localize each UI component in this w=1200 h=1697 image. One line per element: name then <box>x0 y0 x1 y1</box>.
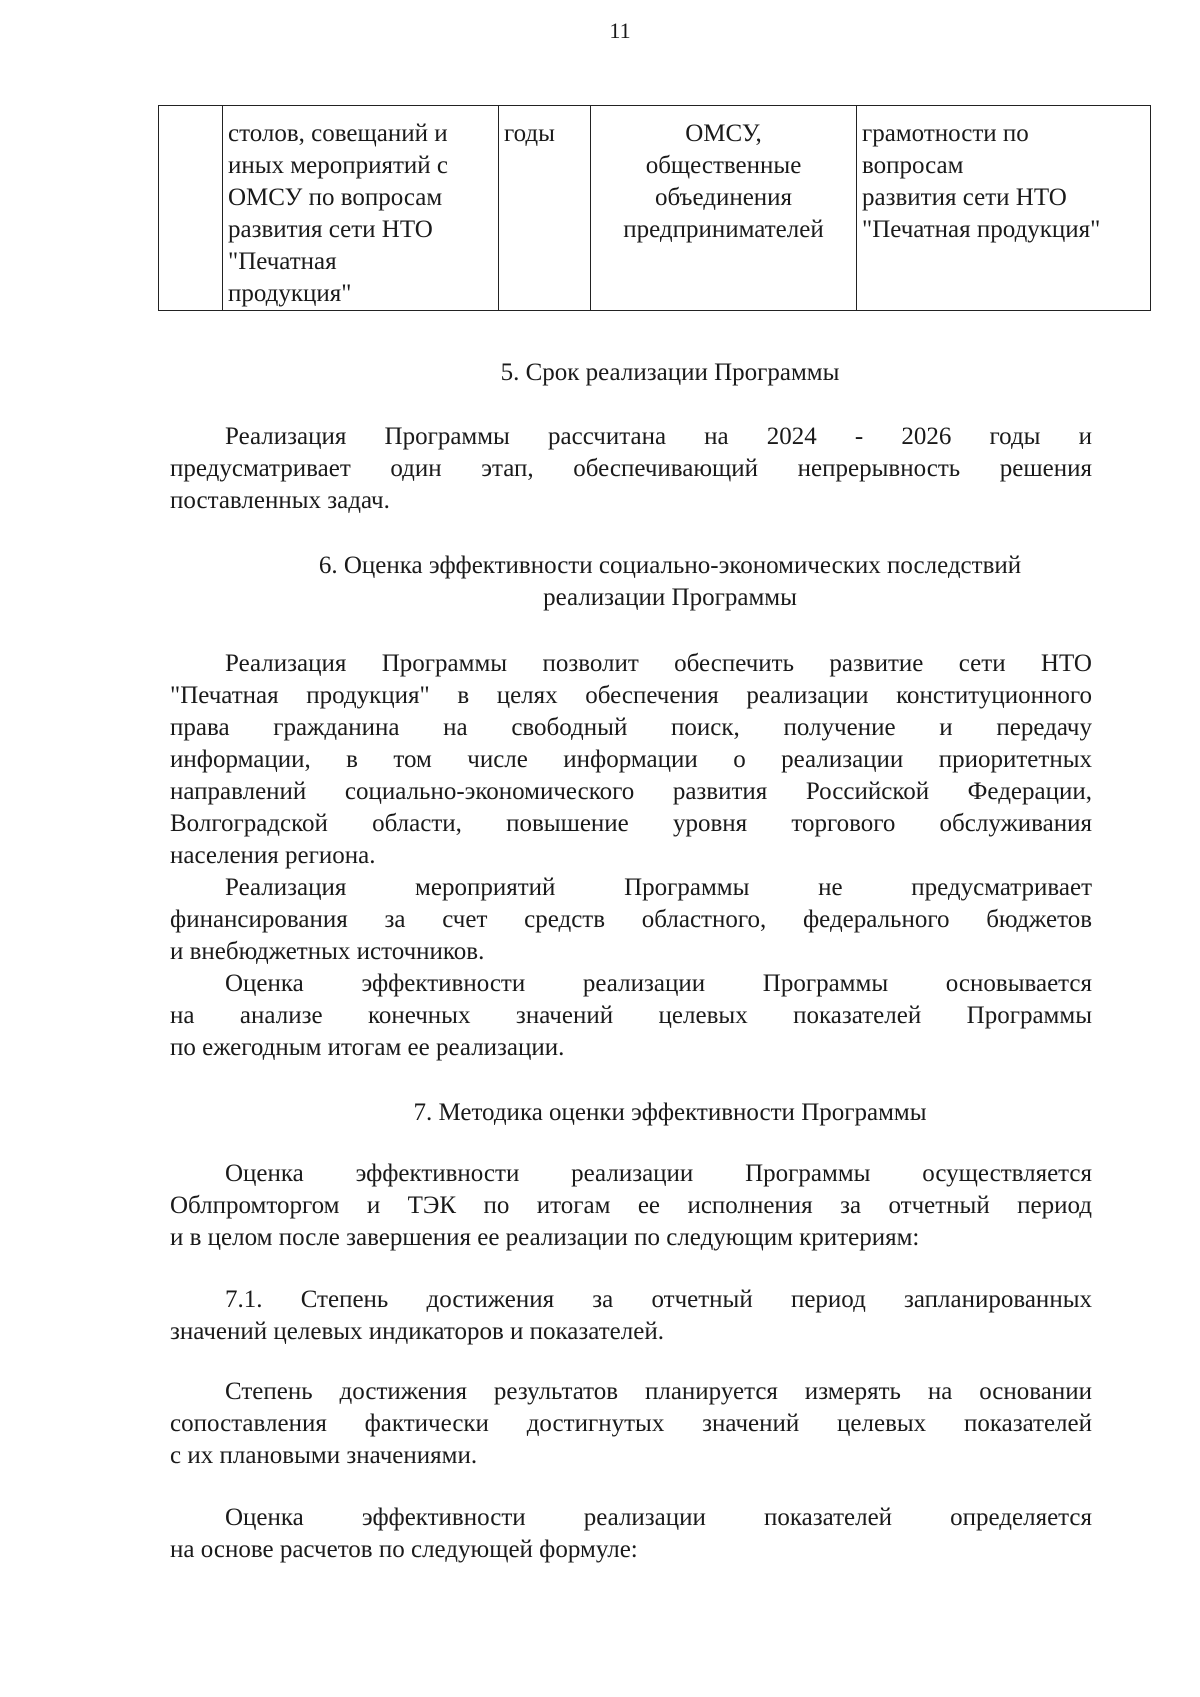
cell-line: годы <box>504 120 555 147</box>
paragraph-line: поставленных задач. <box>170 487 390 514</box>
paragraph-line: с их плановыми значениями. <box>170 1442 478 1469</box>
cell-line: общественные <box>645 152 802 179</box>
table-cell-number <box>159 106 223 311</box>
paragraph-line: Облпромторгом и ТЭК по итогам ее исполнения за отчетный период <box>170 1192 1092 1219</box>
heading-line: реализации Программы <box>543 584 797 611</box>
cell-line: грамотности по <box>862 120 1029 147</box>
paragraph-line: "Печатная продукция" в целях обеспечения реализации конституционного <box>170 682 1092 709</box>
paragraph-line: на основе расчетов по следующей формуле: <box>170 1536 638 1563</box>
section-7-heading: 7. Методика оценки эффективности Программы <box>413 1099 927 1126</box>
paragraph-line: права гражданина на свободный поиск, получение и передачу <box>170 714 1092 741</box>
cell-line: развития сети НТО <box>862 184 1067 211</box>
table-cell-activity <box>223 106 499 311</box>
paragraph-line: информации, в том числе информации о реализации приоритетных <box>170 746 1092 773</box>
paragraph-line: Оценка эффективности реализации показателей определяется <box>225 1504 1092 1531</box>
page-number: 11 <box>609 18 631 43</box>
cell-line: "Печатная продукция" <box>862 216 1101 243</box>
section-5-heading: 5. Срок реализации Программы <box>500 359 840 386</box>
paragraph-line: предусматривает один этап, обеспечивающий непрерывность решения <box>170 455 1092 482</box>
table-cell-period <box>499 106 591 311</box>
cell-line: "Печатная <box>228 248 337 275</box>
paragraph-line: и внебюджетных источников. <box>170 938 485 965</box>
paragraph-line: Реализация Программы рассчитана на 2024 - 2026 годы и <box>225 423 1092 450</box>
section-7-paragraph-1 <box>170 1158 1092 1254</box>
paragraph-line: значений целевых индикаторов и показателей. <box>170 1318 664 1345</box>
section-7-paragraph-4 <box>170 1502 1092 1566</box>
cell-line: объединения <box>654 184 793 211</box>
cell-line: ОМСУ по вопросам <box>228 184 443 211</box>
paragraph-line: Реализация Программы позволит обеспечить развитие сети НТО <box>225 650 1092 677</box>
paragraph-line: Реализация мероприятий Программы не предусматривает <box>225 874 1092 901</box>
cell-line: столов, совещаний и <box>228 120 448 147</box>
cell-line: вопросам <box>862 152 964 179</box>
cell-line: продукция" <box>228 280 352 307</box>
section-7-paragraph-2 <box>170 1284 1092 1348</box>
paragraph-line: и в целом после завершения ее реализации по следующим критериям: <box>170 1224 920 1251</box>
table-cell-executors <box>591 106 857 311</box>
paragraph-line: по ежегодным итогам ее реализации. <box>170 1034 565 1061</box>
cell-line: иных мероприятий с <box>228 152 449 179</box>
table-row <box>159 106 1151 311</box>
cell-line: предпринимателей <box>623 216 824 243</box>
paragraph-line: Волгоградской области, повышение уровня торгового обслуживания <box>170 810 1092 837</box>
section-5-paragraph <box>170 421 1092 517</box>
section-7-paragraph-3 <box>170 1376 1092 1472</box>
paragraph-line: направлений социально-экономического развития Российской Федерации, <box>170 778 1092 805</box>
cell-line: развития сети НТО <box>228 216 433 243</box>
table-continuation <box>158 105 1151 311</box>
section-6-paragraph-3 <box>170 968 1092 1064</box>
paragraph-line: сопоставления фактически достигнутых значений целевых показателей <box>170 1410 1092 1437</box>
heading-line: 6. Оценка эффективности социально-экономических последствий <box>318 552 1022 579</box>
section-6-heading <box>170 550 1170 614</box>
section-6-paragraph-2 <box>170 872 1092 968</box>
cell-line: ОМСУ, <box>685 120 762 147</box>
paragraph-line: Степень достижения результатов планируется измерять на основании <box>225 1378 1092 1405</box>
paragraph-line: 7.1. Степень достижения за отчетный период запланированных <box>225 1286 1092 1313</box>
table-cell-result <box>857 106 1151 311</box>
paragraph-line: населения региона. <box>170 842 376 869</box>
paragraph-line: Оценка эффективности реализации Программы основывается <box>225 970 1092 997</box>
paragraph-line: финансирования за счет средств областного, федерального бюджетов <box>170 906 1092 933</box>
section-6-paragraph-1 <box>170 648 1092 872</box>
paragraph-line: на анализе конечных значений целевых показателей Программы <box>170 1002 1092 1029</box>
paragraph-line: Оценка эффективности реализации Программы осуществляется <box>225 1160 1092 1187</box>
